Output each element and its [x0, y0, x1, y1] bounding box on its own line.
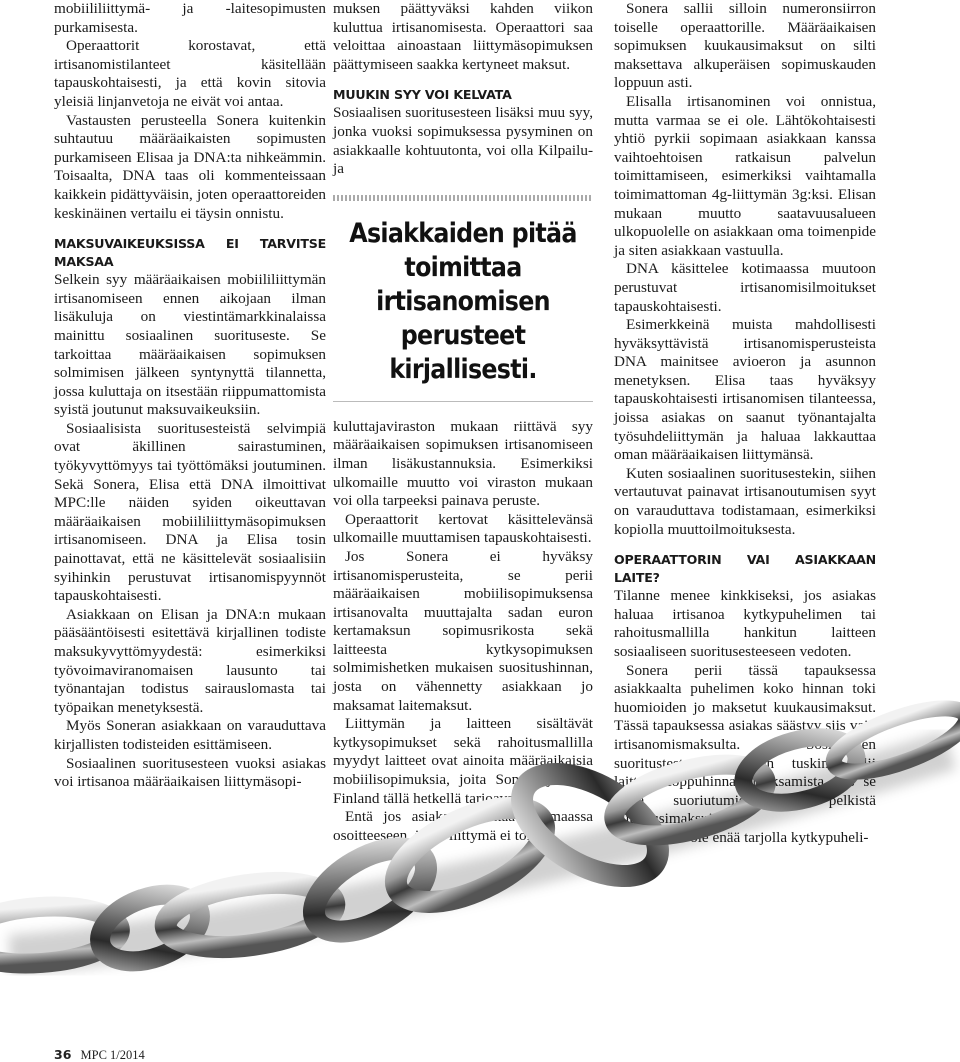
paragraph: Elisalla irtisanominen voi onnistua, mutta varmaa se ei ole. Lähtökohtaisesti yhtiö pyrkii sopimaan asiakkaan kanssa vaihtoehtoisen ratkaisun palvelun toimittamiseen, esimerkiksi vaihtamalla toimimattoman 4g-liittymän 3g:ksi. Elisan mukaan muutto saatavuusalueen ulkopuolelle on asiakkaan oma toimenpide ja siten asiakkaan vastuulla. [614, 92, 876, 259]
paragraph: mobiililiittymä- ja -laitesopimusten purkamisesta. [54, 0, 326, 36]
paragraph: Selkein syy määräaikaisen mobiililiittymän irtisanomiseen ennen aikojaan ilman lisäkuluja on viestintämarkkinalaissa mainittu sosiaalinen suorituseste. Se tarkoittaa määräaikaisen sopimuksen solmimisen jälkeen syntynyttä tilannetta, jossa kuluttaja on itsestään riippumattomista syistä joutunut maksuvaikeuksiin. [54, 271, 326, 419]
publication-label: MPC 1/2014 [80, 1048, 145, 1062]
page-number: 36 [54, 1047, 72, 1062]
pullquote-rule-top [333, 195, 593, 201]
paragraph: kuluttajaviraston mukaan riittävä syy määräaikaisen sopimuksen irtisanomiseen ilman lisäkustannuksia. Esimerkiksi ulkomaille muutto voi viraston mukaan voi olla tarpeeksi painava peruste. [333, 417, 593, 510]
paragraph: Tilanne menee kinkkiseksi, jos asiakas haluaa irtisanoa kytkypuhelimen tai rahoitusmallilla hankitun laitteen sosiaaliseen suoritusesteeseen vedoten. [614, 587, 876, 660]
paragraph: Sosiaalisista suoritusesteistä selvimpiä ovat äkillinen sairastuminen, työkyvyttömyys tai työttömäksi joutuminen. Sekä Sonera, Elisa että DNA ilmoittivat MPC:lle näiden syiden oikeuttavan määräaikaisen mobiililiittymäsopimuksen irtisanomiseen. DNA ja Elisa tosin painottavat, että ne käsittelevät sosiaalisiin syihinkin perustuvat irtisanomispyynnöt tapauskohtaisesti. [54, 419, 326, 605]
column-1 [54, 0, 326, 792]
pullquote-rule-bottom [333, 401, 593, 402]
paragraph: Sonera sallii silloin numeronsiirron toiselle operaattorille. Määräaikaisen sopimuksen kuukausimaksut on silti maksettava alkuperäisen sopimuskauden loppuun asti. [614, 0, 876, 92]
paragraph: Operaattorit kertovat käsittelevänsä ulkomaille muuttamisen tapauskohtaisesti. [333, 510, 593, 547]
paragraph: Vastausten perusteella Sonera kuitenkin suhtautuu määräaikaisten sopimusten purkamiseen Elisaa ja DNA:ta nihkeämmin. Toisaalta, DNA taas oli kommenteissaan kaikkein pidättyväisin, joten operaattoreiden keskinäinen vertailu ei täysin onnistu. [54, 111, 326, 222]
section-heading: MUUKIN SYY VOI KELVATA [333, 87, 512, 103]
paragraph: Entä jos asiakas muuttaa kotimaassa osoitteeseen, jossa liittymä ei toimi? [333, 808, 593, 844]
paragraph: Myös Soneran asiakkaan on varauduttava kirjallisten todisteiden esittämiseen. [54, 717, 326, 753]
paragraph: Sonera perii tässä tapauksessa asiakkaalta puhelimen koko hinnan toki huomioiden jo maksetut kuukausimaksut. Tässä tapauksessa asiakas säästyy siis vain irtisanomismaksulta. Sosiaalinen suoritusteste kuitenkaan tuskin sallii laitteen loppuhinnan maksamista, jos se estää suoriutumisen jo pelkistä kuukausimaksuista. [614, 661, 876, 828]
paragraph: muksen päättyväksi kahden viikon kuluttua irtisanomisesta. Operaattori saa veloittaa ainoastaan liittymäsopimuksen päättymiseen saakka kertyneet maksut. [333, 0, 593, 73]
paragraph: Esimerkkeinä muista mahdollisesti hyväksyttävistä irtisanomisperusteista DNA mainitsee avioeron ja asunnon menetyksen. Elisa taas hyväksyy tapauskohtaisesti irtisanomisen tilanteessa, joissa asiakas on saanut työnantajalta työsuhdeliittymän ja haluaa lakkauttaa oman määräaikaisen liittymänsä. [614, 316, 876, 464]
paragraph: DNA käsittelee kotimaassa muutoon perustuvat irtisanomisilmoitukset tapauskohtaisesti. [614, 260, 876, 315]
paragraph: Jos Sonera ei hyväksy irtisanomisperusteita, se perii määräaikaisen mobiilisopimuksensa irtisanovalta muuttajalta sadan euron kertamaksun sopimusrikosta sekä laitteesta kytkysopimuksen solmimishetken mukaisen suositushinnan, josta on vähennetty asiakkaan jo maksamat laitemaksut. [333, 547, 593, 714]
paragraph: Elisalla ei ole enää tarjolla kytkypuheli- [626, 828, 869, 846]
section-heading: OPERAATTORIN VAI ASIAKKAAN LAITE? [614, 552, 876, 586]
section-heading: MAKSUVAIKEUKSISSA EI TARVITSE MAKSAA [54, 236, 326, 270]
chain-photo [0, 690, 960, 1030]
paragraph: Operaattorit korostavat, että irtisanomistilanteet käsitellään tapauskohtaisesti, ja että kovin sitovia yleisiä linjanvetoja ne eivät voi antaa. [54, 37, 326, 110]
paragraph: Sosiaalinen suoritusesteen vuoksi asiakas voi irtisanoa määräaikaisen liittymäsopi- [54, 754, 326, 791]
paragraph: Kuten sosiaalinen suoritusestekin, siihen vertautuvat painavat irtisanoutumisen syyt on varauduttava todistamaan, esimerkiksi kopiolla muuttoilmoituksesta. [614, 464, 876, 538]
paragraph: Sosiaalisen suoritusesteen lisäksi muu syy, jonka vuoksi sopimuksessa pysyminen on asiakkaalle kohtuutonta, voi olla Kilpailu- ja [333, 104, 593, 178]
page-footer [54, 1048, 145, 1062]
paragraph: Liittymän ja laitteen sisältävät kytkysopimukset sekä rahoitusmallilla myydyt laitteet ovat ainoita määräaikaisia mobiilisopimuksia, joita Sonera ja Tele Finland tällä hetkellä tarjoavat. [333, 715, 593, 807]
pullquote: Asiakkaiden pitää toimittaa irtisanomisen perusteet kirjallisesti. [349, 217, 577, 385]
paragraph: Asiakkaan on Elisan ja DNA:n mukaan pääsääntöisesti esitettävä kirjallinen todiste maksukyvyttömyydestä: esimerkiksi työvoimaviranomaisen lausunto tai työnantajan todistus sairauslomasta tai työpaikan menetyksestä. [54, 605, 326, 716]
